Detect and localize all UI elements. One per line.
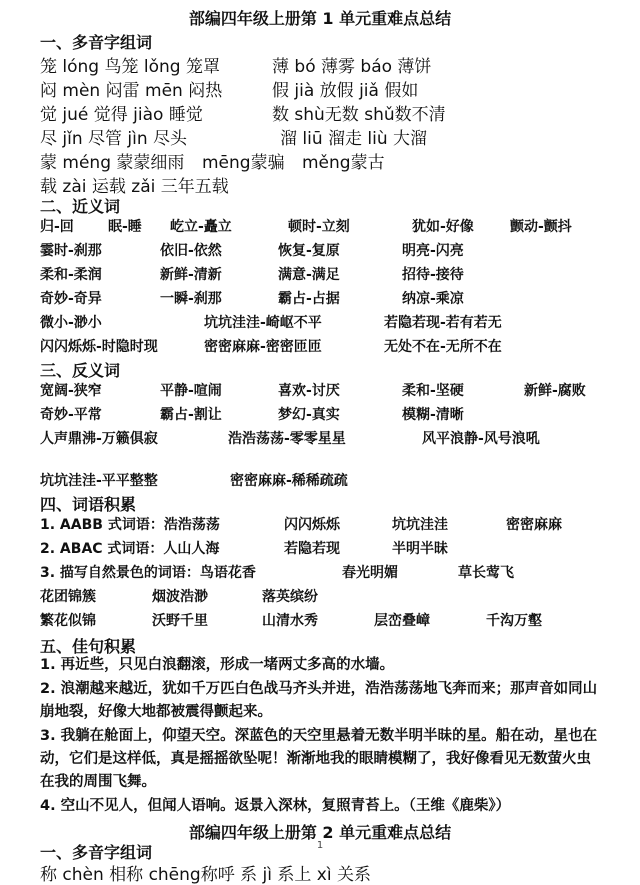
unit1-title: 部编四年级上册第 1 单元重难点总结 (188, 9, 452, 28)
synonym-pair: 奇妙-奇异 (40, 291, 102, 307)
synonym-pair: 柔和-柔润 (40, 267, 102, 283)
sentence-3: 3. 我躺在舱面上，仰望天空。深蓝色的天空里悬着无数半明半昧的星。船在动，星也在动，它们是这样低，真是摇摇欲坠呢！渐渐地我的眼睛模糊了，我好像看见无数萤火虫在我的周围飞舞。 (40, 728, 598, 790)
word-group: 笼 lóng 鸟笼 lǒng 笼罩 (40, 57, 220, 77)
synonym-pair: 依旧-依然 (160, 243, 222, 259)
vocab-item: 春光明媚 (342, 565, 398, 581)
synonym-pair: 微小-渺小 (40, 315, 102, 331)
polyphone-row (40, 100, 620, 125)
vocab-item: 繁花似锦 (40, 613, 96, 629)
vocab-item: 3. 描写自然景色的词语：鸟语花香 (40, 565, 256, 581)
sentence-2: 2. 浪潮越来越近，犹如千万匹白色战马齐头并进，浩浩荡荡地飞奔而来；那声音如同山崩地裂，好像大地都被震得颤起来。 (40, 681, 598, 720)
antonym-pair: 坑坑洼洼-平平整整 (40, 473, 158, 489)
synonym-pair: 明亮-闪亮 (402, 243, 464, 259)
sentence-1: 1. 再近些，只见白浪翻滚，形成一堵两丈多高的水墙。 (40, 657, 395, 673)
antonym-pair: 新鲜-腐败 (524, 383, 586, 399)
word-group: 溜 liū 溜走 liù 大溜 (280, 129, 428, 149)
section-polyphone-heading: 一、多音字组词 (40, 33, 153, 52)
antonym-row (40, 428, 620, 450)
antonym-pair: 霸占-割让 (160, 407, 222, 423)
synonym-pair: 霸占-占据 (278, 291, 340, 307)
section-sentences-heading: 五、佳句积累 (40, 637, 137, 656)
word-group: 薄 bó 薄雾 báo 薄饼 (272, 57, 432, 77)
vocab-item: 坑坑洼洼 (392, 517, 448, 533)
antonym-row (40, 470, 620, 492)
antonym-row (40, 380, 620, 402)
antonym-pair: 风平浪静-风号浪吼 (422, 431, 540, 447)
vocab-item: 草长莺飞 (458, 565, 514, 581)
polyphone-row (40, 172, 620, 197)
synonym-pair: 招待-接待 (402, 267, 464, 283)
polyphone-row (40, 76, 620, 101)
vocab-row (40, 538, 620, 560)
synonym-pair: 恢复-复原 (278, 243, 340, 259)
synonym-pair: 坑坑洼洼-崎岖不平 (204, 315, 322, 331)
synonym-pair: 屹立-矗立 (170, 219, 232, 235)
vocab-item: 千沟万壑 (486, 613, 542, 629)
vocab-item: 1. AABB 式词语：浩浩荡荡 (40, 517, 220, 533)
antonym-pair: 梦幻-真实 (278, 407, 340, 423)
synonym-pair: 闪闪烁烁-时隐时现 (40, 339, 158, 355)
vocab-row (40, 610, 620, 632)
vocab-item: 2. ABAC 式词语：人山人海 (40, 541, 220, 557)
synonym-pair: 眠-睡 (108, 219, 142, 235)
synonym-row (40, 240, 620, 262)
synonym-row (40, 312, 620, 334)
word-group: mēng蒙骗 (202, 153, 285, 173)
word-group: 数 shù无数 shǔ数不清 (272, 105, 446, 125)
synonym-pair: 纳凉-乘凉 (402, 291, 464, 307)
vocab-row (40, 514, 620, 536)
antonym-pair: 宽阔-狭窄 (40, 383, 102, 399)
synonym-pair: 满意-满足 (278, 267, 340, 283)
antonym-pair: 奇妙-平常 (40, 407, 102, 423)
vocab-item: 层峦叠嶂 (374, 613, 430, 629)
vocab-item: 闪闪烁烁 (284, 517, 340, 533)
word-group: 尽 jǐn 尽管 jìn 尽头 (40, 129, 188, 149)
antonym-pair: 人声鼎沸-万籁俱寂 (40, 431, 158, 447)
antonym-pair: 浩浩荡荡-零零星星 (228, 431, 346, 447)
antonym-pair: 密密麻麻-稀稀疏疏 (230, 473, 348, 489)
word-group: 假 jià 放假 jiǎ 假如 (272, 81, 419, 101)
vocab-item: 花团锦簇 (40, 589, 96, 605)
vocab-item: 沃野千里 (152, 613, 208, 629)
section-synonyms-heading: 二、近义词 (40, 197, 121, 216)
synonym-pair: 霎时-刹那 (40, 243, 102, 259)
word-group: 蒙 méng 蒙蒙细雨 (40, 153, 185, 173)
synonym-pair: 一瞬-刹那 (160, 291, 222, 307)
vocab-item: 密密麻麻 (506, 517, 562, 533)
synonym-row (40, 288, 620, 310)
antonym-pair: 喜欢-讨厌 (278, 383, 340, 399)
vocab-item: 山清水秀 (262, 613, 318, 629)
vocab-item: 若隐若现 (284, 541, 340, 557)
vocab-item: 半明半昧 (392, 541, 448, 557)
word-group: 觉 jué 觉得 jiào 睡觉 (40, 105, 203, 125)
synonym-pair: 新鲜-清新 (160, 267, 222, 283)
page-number: 1 (316, 840, 324, 851)
polyphone-row (40, 148, 620, 173)
unit2-polyphone-heading: 一、多音字组词 (40, 843, 153, 862)
antonym-row (40, 404, 620, 426)
antonym-pair: 柔和-坚硬 (402, 383, 464, 399)
synonym-pair: 密密麻麻-密密匝匝 (204, 339, 322, 355)
unit2-title: 部编四年级上册第 2 单元重难点总结 (188, 823, 452, 842)
antonym-pair: 模糊-清晰 (402, 407, 464, 423)
synonym-row (40, 264, 620, 286)
synonym-pair: 若隐若现-若有若无 (384, 315, 502, 331)
vocab-row (40, 562, 620, 584)
synonym-pair: 颤动-颤抖 (510, 219, 572, 235)
unit2-polyphone-row: 称 chèn 相称 chēng称呼 系 jì 系上 xì 关系 (40, 865, 371, 885)
antonym-pair: 平静-喧闹 (160, 383, 222, 399)
section-antonyms-heading: 三、反义词 (40, 361, 121, 380)
section-vocab-heading: 四、词语积累 (40, 495, 137, 514)
polyphone-row (40, 52, 620, 77)
sentence-4: 4. 空山不见人，但闻人语响。返景入深林，复照青苔上。（王维《鹿柴》） (40, 798, 511, 814)
vocab-row (40, 586, 620, 608)
synonym-pair: 犹如-好像 (412, 219, 474, 235)
synonym-row (40, 336, 620, 358)
word-group: 闷 mèn 闷雷 mēn 闷热 (40, 81, 223, 101)
vocab-item: 烟波浩渺 (152, 589, 208, 605)
vocab-item: 落英缤纷 (262, 589, 318, 605)
word-group: 载 zài 运载 zǎi 三年五载 (40, 177, 229, 197)
word-group: měng蒙古 (302, 153, 385, 173)
polyphone-row (40, 124, 620, 149)
synonym-pair: 无处不在-无所不在 (384, 339, 502, 355)
synonym-pair: 归-回 (40, 219, 74, 235)
synonym-row (40, 216, 620, 238)
synonym-pair: 顿时-立刻 (288, 219, 350, 235)
